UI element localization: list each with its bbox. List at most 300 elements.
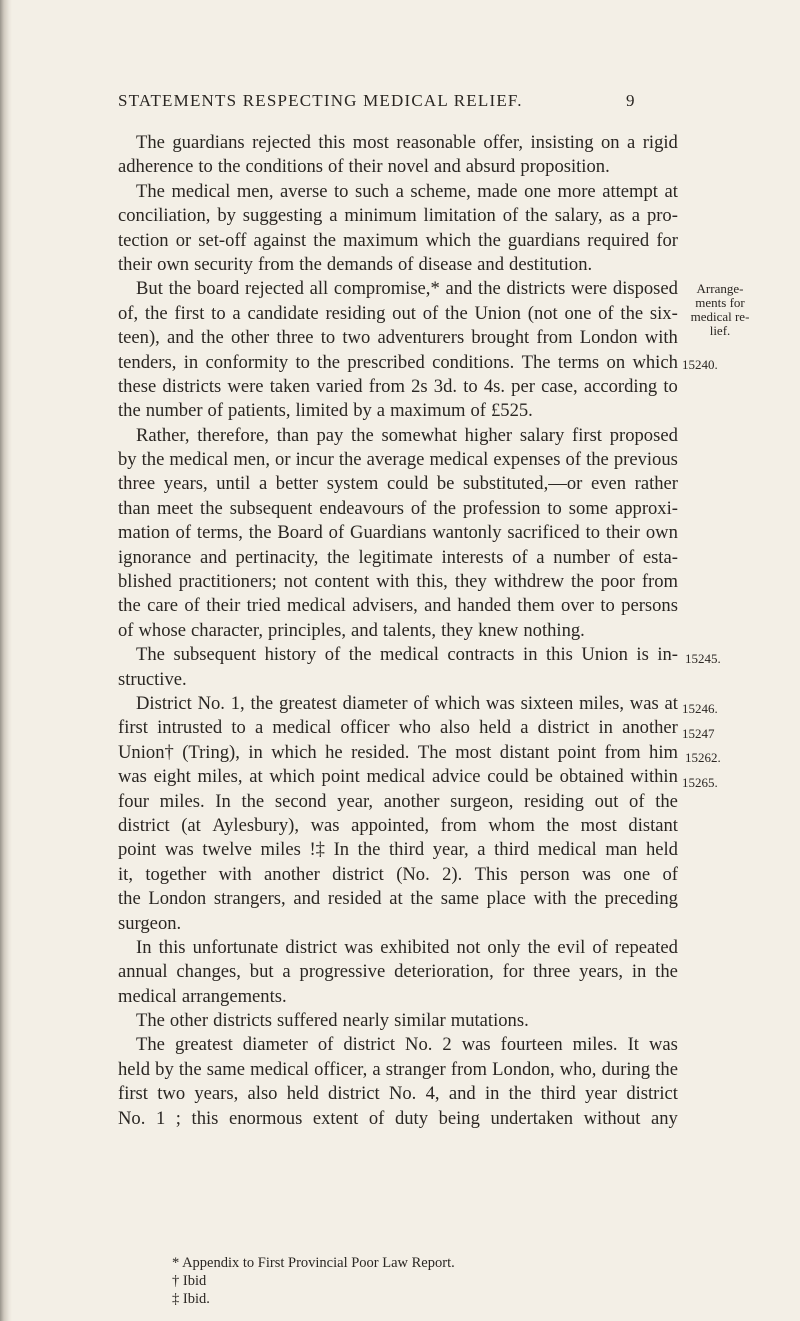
word: evil <box>557 936 586 958</box>
word: maximum <box>343 229 419 251</box>
margin-note-15240: 15240. <box>682 357 718 372</box>
word: (Tring), <box>182 741 240 763</box>
word: the <box>351 424 374 446</box>
word: held <box>118 1058 151 1080</box>
word: proposition. <box>520 156 610 178</box>
word: for <box>502 961 525 983</box>
word: years, <box>579 961 624 983</box>
word: system <box>326 473 379 495</box>
word: by <box>155 1058 174 1080</box>
word: districts <box>506 278 566 300</box>
word: a <box>232 302 241 324</box>
word: three <box>276 327 314 349</box>
word: another <box>264 863 320 885</box>
word: at <box>249 766 263 788</box>
word: !‡ <box>309 839 325 861</box>
word: therefore, <box>197 424 269 446</box>
page-number: 9 <box>626 91 635 110</box>
word: the <box>655 790 678 812</box>
text-line <box>118 936 678 960</box>
word: esta- <box>642 546 678 568</box>
word: Guardians <box>350 522 427 544</box>
word: the <box>118 888 141 910</box>
word: 2 <box>442 1034 452 1056</box>
word: medical <box>250 1058 309 1080</box>
word: a <box>258 473 268 495</box>
word: of <box>598 302 614 324</box>
word: a <box>627 132 636 153</box>
text-line <box>118 1082 678 1106</box>
word: the <box>574 888 597 910</box>
word: also <box>439 717 470 739</box>
word: twelve <box>202 839 252 861</box>
word: appointed, <box>351 814 430 836</box>
word: three <box>118 473 156 495</box>
word: prescribed <box>347 351 425 373</box>
word: mutations. <box>450 1010 529 1032</box>
word: district <box>285 936 338 958</box>
word: of <box>512 546 528 568</box>
word: the <box>250 692 274 714</box>
word: principles, <box>268 619 347 641</box>
word: medical <box>380 644 439 666</box>
text-line <box>118 351 678 375</box>
word: whom <box>488 814 535 836</box>
word: ; <box>175 1107 181 1129</box>
word: the <box>317 351 340 373</box>
word: talents, <box>382 619 437 641</box>
word: the <box>338 449 362 471</box>
word: resided. <box>351 741 410 763</box>
word: which <box>425 229 472 251</box>
word: place <box>486 888 526 910</box>
word: from <box>450 1058 487 1080</box>
word: 1, <box>230 692 245 714</box>
word: The <box>521 351 551 373</box>
word: the <box>313 229 337 251</box>
word: to <box>198 156 213 178</box>
word: patients, <box>228 400 291 422</box>
word: No. <box>197 692 225 714</box>
margin-note-15246: 15246. <box>682 701 718 716</box>
word: medical <box>272 717 332 739</box>
text-line <box>118 765 678 789</box>
word: (not <box>527 302 558 324</box>
word: most <box>580 814 617 836</box>
word: 1 <box>155 1107 166 1129</box>
word: In <box>333 839 350 861</box>
word: point <box>321 766 360 788</box>
text-line <box>118 863 678 887</box>
word: adherence <box>118 156 194 178</box>
word: miles, <box>197 766 243 788</box>
word: two <box>342 327 371 349</box>
word: miles <box>260 839 301 861</box>
word: the <box>546 814 570 836</box>
word: progressive <box>299 961 386 983</box>
word: scheme, <box>410 180 471 202</box>
word: conditions. <box>432 351 515 373</box>
text-line <box>118 472 678 496</box>
word: the <box>655 961 678 983</box>
word: In <box>136 936 152 958</box>
word: according <box>583 375 658 397</box>
word: of <box>207 400 224 422</box>
text-line <box>118 912 678 936</box>
word: incur <box>295 449 334 471</box>
word: the <box>248 522 272 544</box>
word: first <box>572 424 602 446</box>
word: the <box>433 497 457 519</box>
word: three <box>533 961 571 983</box>
word: could <box>487 766 529 788</box>
word: from <box>604 741 641 763</box>
word: tenders, <box>118 351 177 373</box>
word: a <box>254 717 264 739</box>
word: over <box>560 595 594 617</box>
body-text <box>118 131 678 1131</box>
word: offer, <box>483 132 524 153</box>
word: to <box>547 497 562 519</box>
word: of <box>328 522 345 544</box>
word: during <box>601 1058 651 1080</box>
word: only <box>487 936 521 958</box>
word: the <box>168 278 192 300</box>
word: district <box>343 1034 396 1056</box>
word: meet <box>156 497 194 519</box>
word: most <box>352 132 389 153</box>
word: in <box>598 717 613 739</box>
word: any <box>651 1107 678 1129</box>
word: enormous <box>228 1107 303 1129</box>
word: first <box>118 1083 148 1105</box>
word: out <box>594 790 619 812</box>
word: which <box>632 351 678 373</box>
word: conditions <box>245 156 324 178</box>
word: terms <box>557 351 600 373</box>
word: out <box>392 302 416 324</box>
word: the <box>586 449 609 471</box>
word: a <box>477 839 486 861</box>
word: of <box>118 619 134 641</box>
word: the <box>527 936 551 958</box>
word: their <box>605 522 640 544</box>
word: Board <box>277 522 323 544</box>
word: on <box>600 132 620 153</box>
text-line <box>118 1058 678 1082</box>
word: The <box>136 132 165 153</box>
word: year, <box>432 839 469 861</box>
word: approxi- <box>614 497 678 519</box>
word: them <box>517 595 555 617</box>
word: and <box>424 595 452 617</box>
word: could <box>386 473 429 495</box>
word: guardians <box>172 132 245 153</box>
word: number <box>553 546 610 568</box>
word: third <box>389 839 425 861</box>
word: ignorance <box>118 546 192 568</box>
word: from <box>641 571 678 593</box>
word: eight <box>153 766 191 788</box>
word: with <box>533 888 567 910</box>
word: 3d. <box>433 375 458 397</box>
word: of <box>328 156 344 178</box>
word: men, <box>233 449 270 471</box>
word: was <box>461 1034 491 1056</box>
word: third <box>494 839 530 861</box>
word: at <box>389 888 403 910</box>
word: conciliation, <box>118 205 211 227</box>
word: districts <box>213 1010 273 1032</box>
word: by <box>217 205 236 227</box>
margin-note-15245: 15245. <box>685 651 721 666</box>
word: is <box>636 644 649 666</box>
text-line <box>118 814 678 838</box>
word: conformity <box>205 351 289 373</box>
word: blished <box>118 571 172 593</box>
word: pay <box>316 424 344 446</box>
word: officer, <box>314 1058 368 1080</box>
word: and <box>199 546 227 568</box>
word: to <box>463 375 478 397</box>
word: were <box>571 278 608 300</box>
word: deterioration, <box>394 961 494 983</box>
word: medical <box>169 449 229 471</box>
word: stranger <box>385 1058 446 1080</box>
word: in- <box>657 644 678 666</box>
word: of <box>565 449 582 471</box>
word: as <box>609 205 625 227</box>
word: on <box>606 351 626 373</box>
word: expenses <box>493 449 561 471</box>
word: the <box>655 1058 678 1080</box>
text-line <box>118 326 678 350</box>
word: distant <box>628 814 678 836</box>
word: brought <box>471 327 530 349</box>
word: was <box>629 692 659 714</box>
word: most <box>455 741 492 763</box>
word: of <box>662 863 678 885</box>
word: from <box>536 327 573 349</box>
word: whose <box>138 619 187 641</box>
text-line <box>118 229 678 253</box>
word: miles. <box>572 1034 618 1056</box>
word: this, <box>416 571 448 593</box>
word: guardians <box>507 229 581 251</box>
word: insisting <box>530 132 594 153</box>
word: terms, <box>196 522 243 544</box>
word: a <box>329 205 338 227</box>
running-header <box>118 91 638 111</box>
word: of <box>317 1034 334 1056</box>
word: security <box>194 253 253 275</box>
word: other <box>169 1010 209 1032</box>
footnote-3: ‡ Ibid. <box>172 1291 210 1307</box>
text-line <box>118 180 678 204</box>
word: and <box>167 327 194 349</box>
word: who <box>398 717 431 739</box>
word: average <box>366 449 425 471</box>
word: This <box>474 863 508 885</box>
word: a <box>631 205 641 227</box>
word: content <box>314 571 370 593</box>
word: than <box>118 497 151 519</box>
text-line <box>118 619 678 643</box>
word: London <box>579 327 638 349</box>
word: The <box>136 1010 165 1032</box>
word: one <box>623 863 651 885</box>
word: the <box>200 497 223 519</box>
word: tection <box>118 229 169 251</box>
word: withdrew <box>493 571 565 593</box>
word: was <box>118 766 147 788</box>
word: suggesting <box>242 205 323 227</box>
word: substituted,—or <box>463 473 583 495</box>
word: with <box>218 863 252 885</box>
word: until <box>216 473 251 495</box>
word: of <box>397 253 414 275</box>
word: person <box>520 863 570 885</box>
text-line <box>118 790 678 814</box>
word: Rather, <box>136 424 190 446</box>
word: years, <box>194 1083 239 1105</box>
word: persons <box>621 595 678 617</box>
word: in <box>523 644 538 666</box>
word: held <box>286 1083 319 1105</box>
word: preceding <box>604 888 678 910</box>
word: salary <box>519 424 565 446</box>
word: The <box>136 1034 165 1056</box>
word: this <box>191 1107 219 1129</box>
word: diameter <box>242 1034 308 1056</box>
word: of <box>368 1107 385 1129</box>
word: for <box>656 229 678 251</box>
margin-note-15262: 15262. <box>685 750 721 765</box>
word: six- <box>649 302 678 324</box>
word: duty <box>394 1107 428 1129</box>
text-line <box>118 668 678 692</box>
word: salary, <box>554 205 603 227</box>
text-line <box>118 277 678 301</box>
word: disease <box>418 253 473 275</box>
word: by <box>118 449 137 471</box>
word: some <box>568 497 609 519</box>
word: and <box>433 156 461 178</box>
text-line <box>118 204 678 228</box>
word: sixteen <box>520 692 574 714</box>
word: held <box>645 839 678 861</box>
word: even <box>590 473 627 495</box>
word: surgeon, <box>450 790 514 812</box>
word: per <box>511 375 535 397</box>
word: made <box>477 180 518 202</box>
word: the <box>118 400 141 422</box>
word: handed <box>457 595 512 617</box>
word: care <box>147 595 179 617</box>
word: the <box>410 888 434 910</box>
word: tried <box>246 595 281 617</box>
word: of <box>629 790 645 812</box>
word: of <box>618 546 635 568</box>
word: point <box>557 741 597 763</box>
word: their <box>118 253 153 275</box>
word: pertinacity, <box>235 546 319 568</box>
word: own <box>645 522 678 544</box>
text-line <box>118 960 678 984</box>
word: one <box>524 180 551 202</box>
word: at <box>664 692 678 714</box>
word: interests <box>441 546 504 568</box>
word: contracts <box>447 644 515 666</box>
word: in <box>631 961 647 983</box>
word: required <box>587 229 650 251</box>
word: to <box>600 595 615 617</box>
word: exhibited <box>380 936 450 958</box>
word: repeated <box>615 936 678 958</box>
word: of <box>470 400 486 422</box>
word: the <box>525 205 548 227</box>
word: rather <box>634 473 678 495</box>
word: be <box>535 766 553 788</box>
word: it, <box>118 863 133 885</box>
text-line <box>118 741 678 765</box>
word: No. <box>405 1034 433 1056</box>
word: medical <box>287 595 346 617</box>
word: set-off <box>198 229 247 251</box>
text-line <box>118 570 678 594</box>
word: subsequent <box>229 497 313 519</box>
word: in <box>183 351 199 373</box>
word: of <box>175 522 192 544</box>
word: to <box>295 351 310 373</box>
word: men, <box>236 180 274 202</box>
word: were <box>227 375 264 397</box>
word: taken <box>269 375 310 397</box>
word: nearly <box>342 1010 390 1032</box>
text-line <box>118 1107 678 1131</box>
word: teen), <box>118 327 160 349</box>
word: third <box>540 1083 576 1105</box>
word: the <box>327 546 350 568</box>
word: district <box>626 1083 678 1105</box>
word: which <box>271 741 317 763</box>
margin-note-15265: 15265. <box>682 775 718 790</box>
word: the <box>241 790 265 812</box>
word: greatest <box>174 1034 233 1056</box>
word: disposed <box>612 278 678 300</box>
word: a <box>520 717 529 739</box>
word: 2). <box>442 863 463 885</box>
word: at <box>664 180 678 202</box>
text-line <box>118 253 678 277</box>
word: candidate <box>247 302 319 324</box>
word: resided <box>327 888 382 910</box>
word: reasonable <box>396 132 476 153</box>
word: averse <box>280 180 328 202</box>
text-line <box>118 521 678 545</box>
word: 4s. <box>483 375 505 397</box>
word: to <box>334 180 349 202</box>
word: first <box>118 717 148 739</box>
word: legitimate <box>358 546 433 568</box>
word: one <box>564 302 592 324</box>
word: the <box>201 327 224 349</box>
word: which <box>269 766 315 788</box>
word: distant <box>499 741 550 763</box>
word: second <box>274 790 327 812</box>
word: man <box>605 839 638 861</box>
word: It <box>627 1034 639 1056</box>
